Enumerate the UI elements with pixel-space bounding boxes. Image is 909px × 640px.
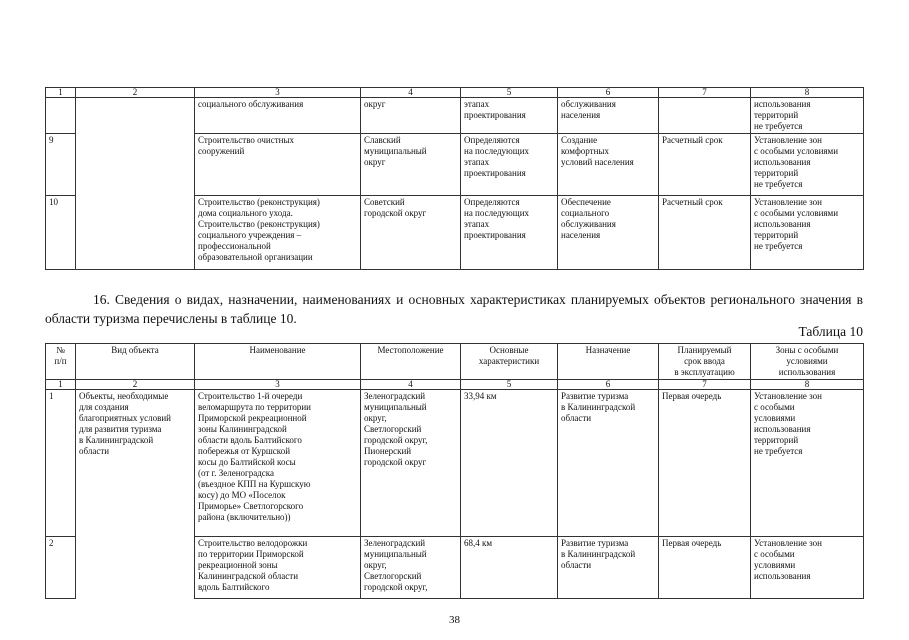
object-location: Славский муниципальный округ [361,134,461,196]
header-name: Наименование [195,344,361,380]
object-zones: Установление зон с особыми условиями использования территорий не требуется [751,390,864,537]
object-zones: Установление зон с особыми условиями использования [751,537,864,599]
object-name: Строительство очистных сооружений [195,134,361,196]
object-purpose: Развитие туризма в Калининградской области [558,537,659,599]
object-purpose: Создание комфортных условий населения [558,134,659,196]
col-number: 1 [46,88,76,98]
object-zones: Установление зон с особыми условиями использования территорий не требуется [751,134,864,196]
column-numbers-row [46,88,864,98]
col-number: 3 [195,380,361,390]
col-number: 3 [195,88,361,98]
object-zones: Установление зон с особыми условиями использования территорий не требуется [751,196,864,270]
page-number: 38 [449,614,460,626]
object-characteristics: этапах проектирования [461,98,558,134]
object-name: Строительство велодорожки по территории Приморской рекреационной зоны Калининградской области вдоль Балтийского [195,537,361,599]
object-characteristics: Определяются на последующих этапах проектирования [461,134,558,196]
col-number: 6 [558,88,659,98]
object-characteristics: 33,94 км [461,390,558,537]
table-caption: Таблица 10 [798,324,863,339]
object-location: Зеленоградский муниципальный округ, Светлогорский городской округ, Пионерский городской округ [361,390,461,537]
col-number: 8 [751,88,864,98]
object-purpose: Обеспечение социального обслуживания населения [558,196,659,270]
header-purpose: Назначение [558,344,659,380]
col-number: 1 [46,380,76,390]
header-zones: Зоны с особыми условиями использования [751,344,864,380]
col-number: 4 [361,380,461,390]
table-row [46,390,864,537]
col-number: 7 [659,88,751,98]
col-number: 4 [361,88,461,98]
row-number: 1 [46,390,76,537]
object-name: социального обслуживания [195,98,361,134]
object-term: Расчетный срок [659,134,751,196]
header-location: Местоположение [361,344,461,380]
object-term [659,98,751,134]
object-location: Зеленоградский муниципальный округ, Светлогорский городской округ, [361,537,461,599]
object-term: Расчетный срок [659,196,751,270]
object-zones: использования территорий не требуется [751,98,864,134]
object-term: Первая очередь [659,537,751,599]
row-number: 10 [46,196,76,270]
object-characteristics: Определяются на последующих этапах проектирования [461,196,558,270]
object-purpose: Развитие туризма в Калининградской области [558,390,659,537]
header-characteristics: Основные характеристики [461,344,558,380]
object-name: Строительство (реконструкция) дома социального ухода. Строительство (реконструкция) социального учреждения – профессиональной образовательной организации [195,196,361,270]
section-16-paragraph: 16. Сведения о видах, назначении, наименованиях и основных характеристиках планируемых объектов регионального значения в области туризма перечислены в таблице 10. [45,292,863,326]
col-number: 2 [76,380,195,390]
object-type-cell [76,98,195,270]
row-number [46,98,76,134]
object-location: Советский городской округ [361,196,461,270]
object-location: округ [361,98,461,134]
object-characteristics: 68,4 км [461,537,558,599]
col-number: 7 [659,380,751,390]
object-purpose: обслуживания населения [558,98,659,134]
header-object-type: Вид объекта [76,344,195,380]
row-number: 9 [46,134,76,196]
table-9-continuation [45,87,864,270]
table-header-row [46,344,864,380]
table-row [46,98,864,134]
object-type: Объекты, необходимые для создания благоприятных условий для развития туризма в Калининградской области [76,390,195,599]
column-numbers-row [46,380,864,390]
col-number: 5 [461,380,558,390]
header-term: Планируемый срок ввода в эксплуатацию [659,344,751,380]
header-number: № п/п [46,344,76,380]
col-number: 6 [558,380,659,390]
col-number: 2 [76,88,195,98]
row-number: 2 [46,537,76,599]
object-name: Строительство 1-й очереди веломаршрута по территории Приморской рекреационной зоны Калининградской области вдоль Балтийского побережья от Куршской косы до Балтийской косы (от г. Зеленоградска (въездное КПП на Куршскую косу) до МО «Поселок Приморье» Светлогорского района (включительно)) [195,390,361,537]
col-number: 8 [751,380,864,390]
table-10 [45,343,864,599]
object-term: Первая очередь [659,390,751,537]
col-number: 5 [461,88,558,98]
